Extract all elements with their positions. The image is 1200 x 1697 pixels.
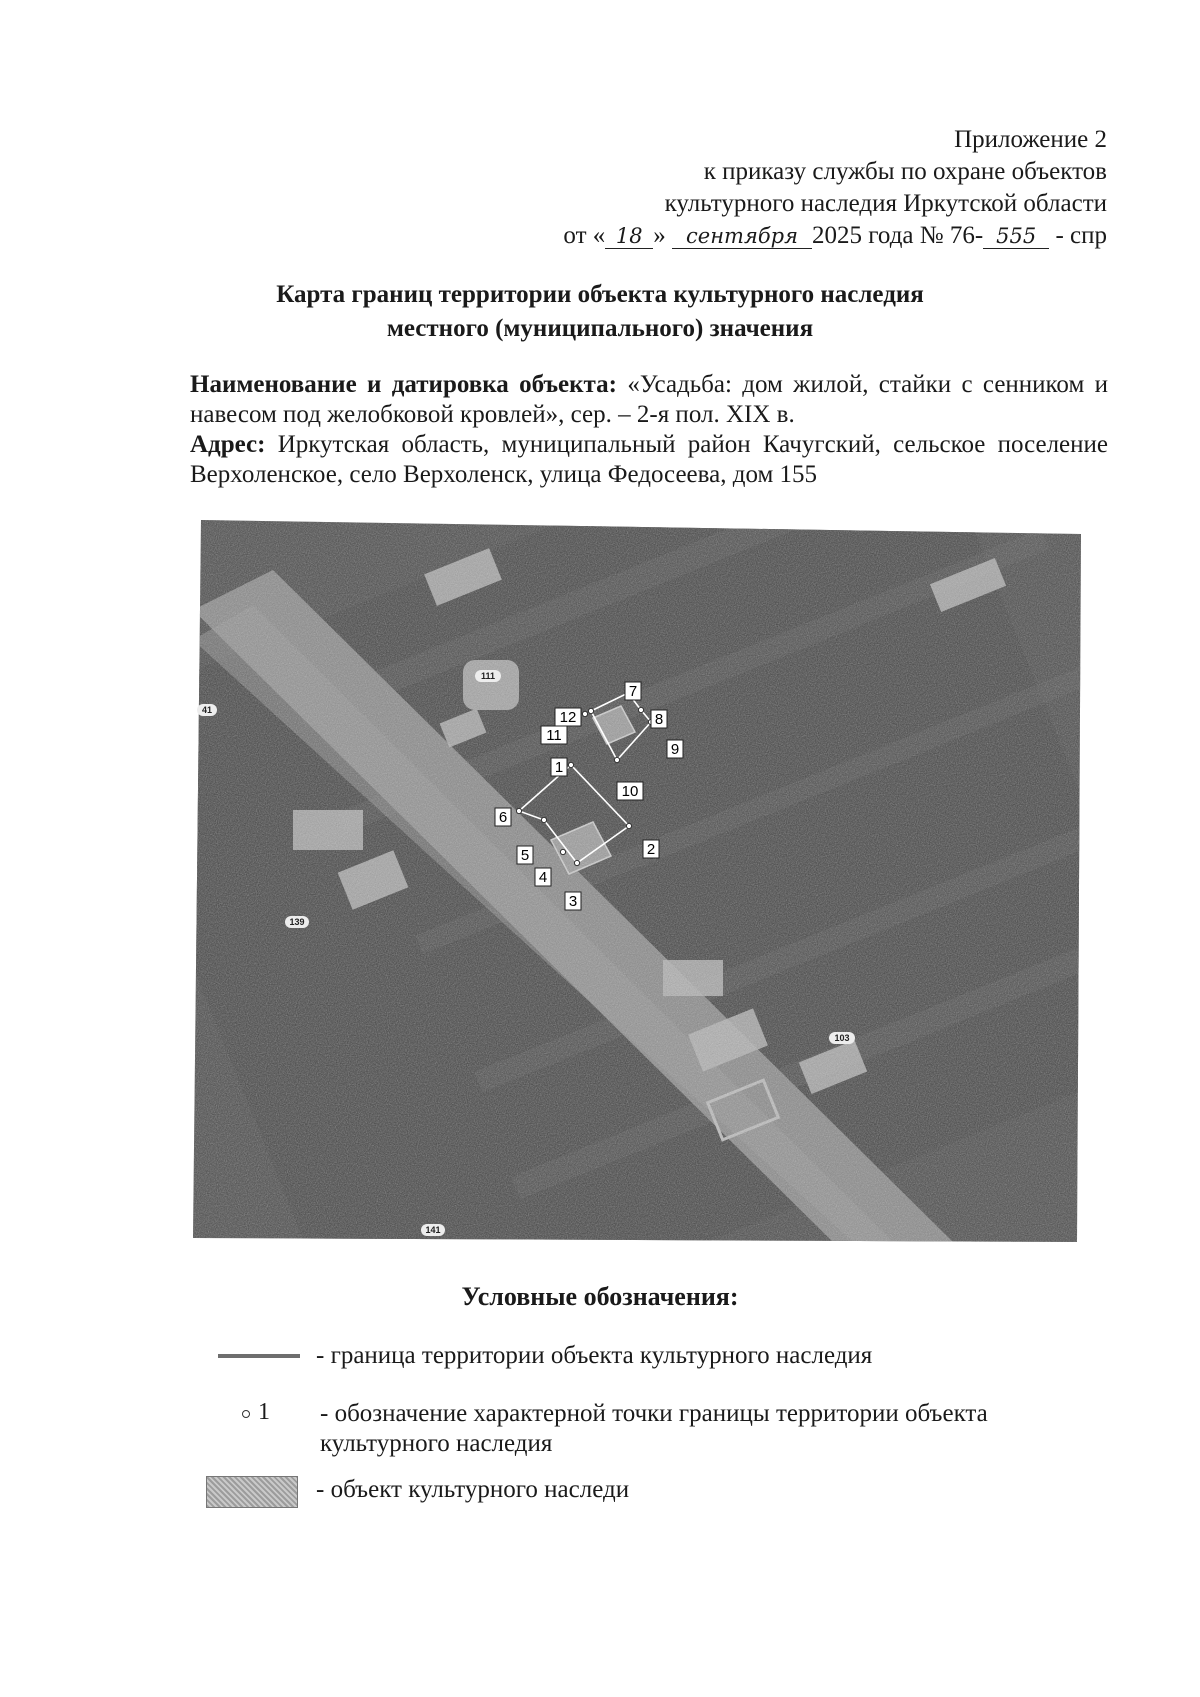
object-address-value: Иркутская область, муниципальный район Качугский, сельское поселение Верхоленское, село Верхоленск, улица Федосеева, дом 155 [190,431,1109,488]
svg-text:10: 10 [621,783,639,800]
satellite-map [193,520,1081,1242]
appendix-number: Приложение 2 [954,126,1107,153]
title-line-2: местного (муниципального) значения [386,315,814,342]
point-label-8 [651,710,667,728]
order-number: 555 [983,224,1049,249]
legend-title: Условные обозначения: [461,1282,739,1311]
object-name-paragraph [190,370,1108,430]
point-label-5 [517,846,533,864]
point-label-9 [667,740,683,758]
order-month: сентября [672,224,812,249]
svg-text:2: 2 [646,841,656,858]
legend-heritage-fill-symbol [206,1476,298,1508]
house-number-103 [829,1032,855,1044]
house-number-41 [197,704,217,716]
svg-text:103: 103 [834,1033,850,1043]
svg-text:1: 1 [554,759,564,776]
object-name-value: «Усадьба: дом жилой, стайки с сенником и навесом под желобковой кровлей», сер. – 2-я пол. XIX в. [190,371,1108,428]
legend-point-text: - обозначение характерной точки границы территории объекта культурного наследия [320,1400,988,1457]
house-number-141 [421,1224,445,1236]
house-number-111 [475,670,501,682]
legend-heritage-text: - объект культурного наследи [316,1476,630,1503]
point-label-2 [643,840,659,858]
object-description [190,370,1108,490]
svg-text:111: 111 [480,671,496,681]
object-name-label: Наименование и датировка объекта: [190,371,617,398]
point-label-4 [535,868,551,886]
svg-text:5: 5 [520,847,530,864]
point-label-7 [625,682,641,700]
point-label-6 [495,808,511,826]
svg-text:12: 12 [559,709,577,726]
title-line-1: Карта границ территории объекта культурного наследия [276,281,924,308]
house-number-139 [285,916,309,928]
svg-text:8: 8 [654,711,664,728]
document-title [0,278,1200,346]
point-label-12 [555,708,581,726]
order-suffix: - спр [1049,222,1107,249]
appendix-authority: культурного наследия Иркутской области [664,190,1107,217]
point-label-1 [551,758,567,776]
object-address-label: Адрес: [190,431,266,458]
map-imagery [193,520,1081,1242]
legend-boundary-text: - граница территории объекта культурного наследия [316,1342,873,1369]
legend-point-symbol-label: 1 [258,1399,270,1425]
point-label-3 [565,892,581,910]
svg-text:141: 141 [425,1225,441,1235]
order-date-line [563,220,1107,252]
svg-text:139: 139 [289,917,305,927]
svg-text:11: 11 [546,727,562,744]
point-label-11 [541,726,567,744]
svg-text:4: 4 [538,869,548,886]
point-label-10 [617,782,643,800]
svg-text:41: 41 [201,705,213,715]
svg-text:9: 9 [670,741,680,758]
svg-text:3: 3 [568,893,578,910]
appendix-order-ref: к приказу службы по охране объектов [703,158,1107,185]
object-address-paragraph [190,430,1108,490]
order-prefix: от « [563,222,606,249]
legend-point-symbol [242,1410,250,1418]
svg-text:7: 7 [628,683,638,700]
appendix-header [563,124,1107,252]
order-mid: » [653,222,666,249]
order-day: 18 [605,224,653,249]
legend-boundary-line-symbol [218,1354,300,1358]
svg-text:6: 6 [498,809,508,826]
order-year-text: 2025 года № 76- [812,222,984,249]
